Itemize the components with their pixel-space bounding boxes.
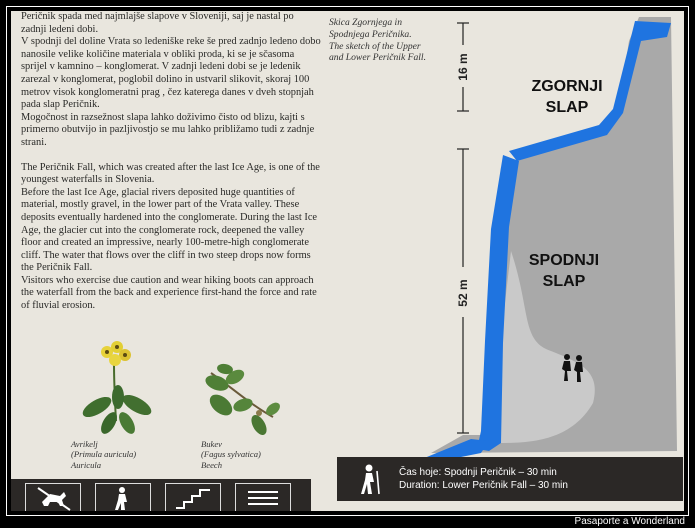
upper-fall-label-2: SLAP: [545, 99, 589, 116]
stairs-icon: [165, 483, 221, 511]
walking-duration-panel: [337, 457, 683, 501]
plant-common: Auricula: [71, 459, 102, 470]
english-paragraph-2: Before the last Ice Age, glacial rivers deposited huge quantities of material, mostly gravel, in the lower part of the Vrata valley. These deposits eventually hardened into the conglomerate. During the last Ice Age, the glacier cut into the conglomerate rock, deepened the valley floor and created an impressive, nearly 100-metre-high conglomerate cliff. The water that flows over the cliff in two steep drops now forms the Peričnik Fall.: [21, 186, 318, 274]
plant-latin: (Fagus sylvatica): [201, 449, 261, 460]
caption-line: Spodnjega Peričnika.: [329, 28, 412, 40]
beech-label: [201, 439, 261, 470]
lower-fall-label-2: SLAP: [542, 273, 586, 290]
plant-name: Avrikelj: [71, 439, 98, 449]
slovene-paragraph-1: Peričnik spada med najmlajše slapove v Sloveniji, saj je nastal po zadnji ledeni dobi.: [21, 11, 294, 35]
primula-illustration: [80, 341, 155, 436]
plant-latin: (Primula auricula): [71, 449, 137, 460]
no-dogs-icon: [25, 483, 81, 511]
lower-fall-label-1: SPODNJI: [528, 252, 600, 269]
upper-height-label: 16 m: [456, 53, 470, 81]
duration-english: Duration: Lower Peričnik Fall – 30 min: [399, 480, 568, 491]
primula-label: [71, 439, 136, 470]
plant-name: Bukev: [201, 439, 222, 449]
slovene-paragraph-2: V spodnji del doline Vrata so ledeniške reke še pred zadnjo ledeno dobo nanosile velike količine materiala v obliki proda, ki se je sčasoma sprijel v kamnino – konglomerat. V zadnji ledeni dobi se je ledenik zarezal v konglomerat, poglobil dolino in ustvaril slikovit, skoraj 100 metrov visok konglomeratni prag , čez katerega danes v dveh stopnjah pada slap Peričnik.: [21, 36, 321, 111]
english-paragraph-3: Visitors who exercise due caution and wear hiking boots can approach the waterfall from the back and experience first-hand the force and rate of fluvial erosion.: [21, 274, 317, 312]
plant-common: Beech: [201, 459, 222, 470]
hiker-icon: [355, 463, 385, 495]
upper-fall-label-1: ZGORNJI: [531, 78, 603, 95]
lower-height-label: 52 m: [456, 279, 470, 307]
rules-icon: [235, 483, 291, 511]
caption-line: and Lower Peričnik Fall.: [329, 52, 426, 64]
photo-frame: [6, 6, 689, 516]
duration-slovene: Čas hoje: Spodnji Peričnik – 30 min: [399, 467, 557, 478]
hiker-sign-icon: [95, 483, 151, 511]
photo-watermark: Pasaporte a Wonderland: [574, 516, 685, 527]
sketch-caption: [329, 17, 459, 64]
information-board: [11, 11, 684, 511]
beech-illustration: [203, 363, 282, 438]
sign-icons-strip: [11, 479, 311, 511]
english-paragraph-1: The Peričnik Fall, which was created after the last Ice Age, is one of the youngest waterfalls in Slovenia.: [21, 161, 320, 186]
slovene-paragraph-3: Mogočnost in razsežnost slapa lahko doživimo čisto od blizu, kajti s primerno obutvijo in pazljivostjo se mu lahko približamo tudi z zadnje strani.: [21, 111, 315, 148]
caption-line: The sketch of the Upper: [329, 40, 421, 52]
text-column: [21, 11, 321, 313]
caption-line: Skica Zgornjega in: [329, 17, 403, 28]
